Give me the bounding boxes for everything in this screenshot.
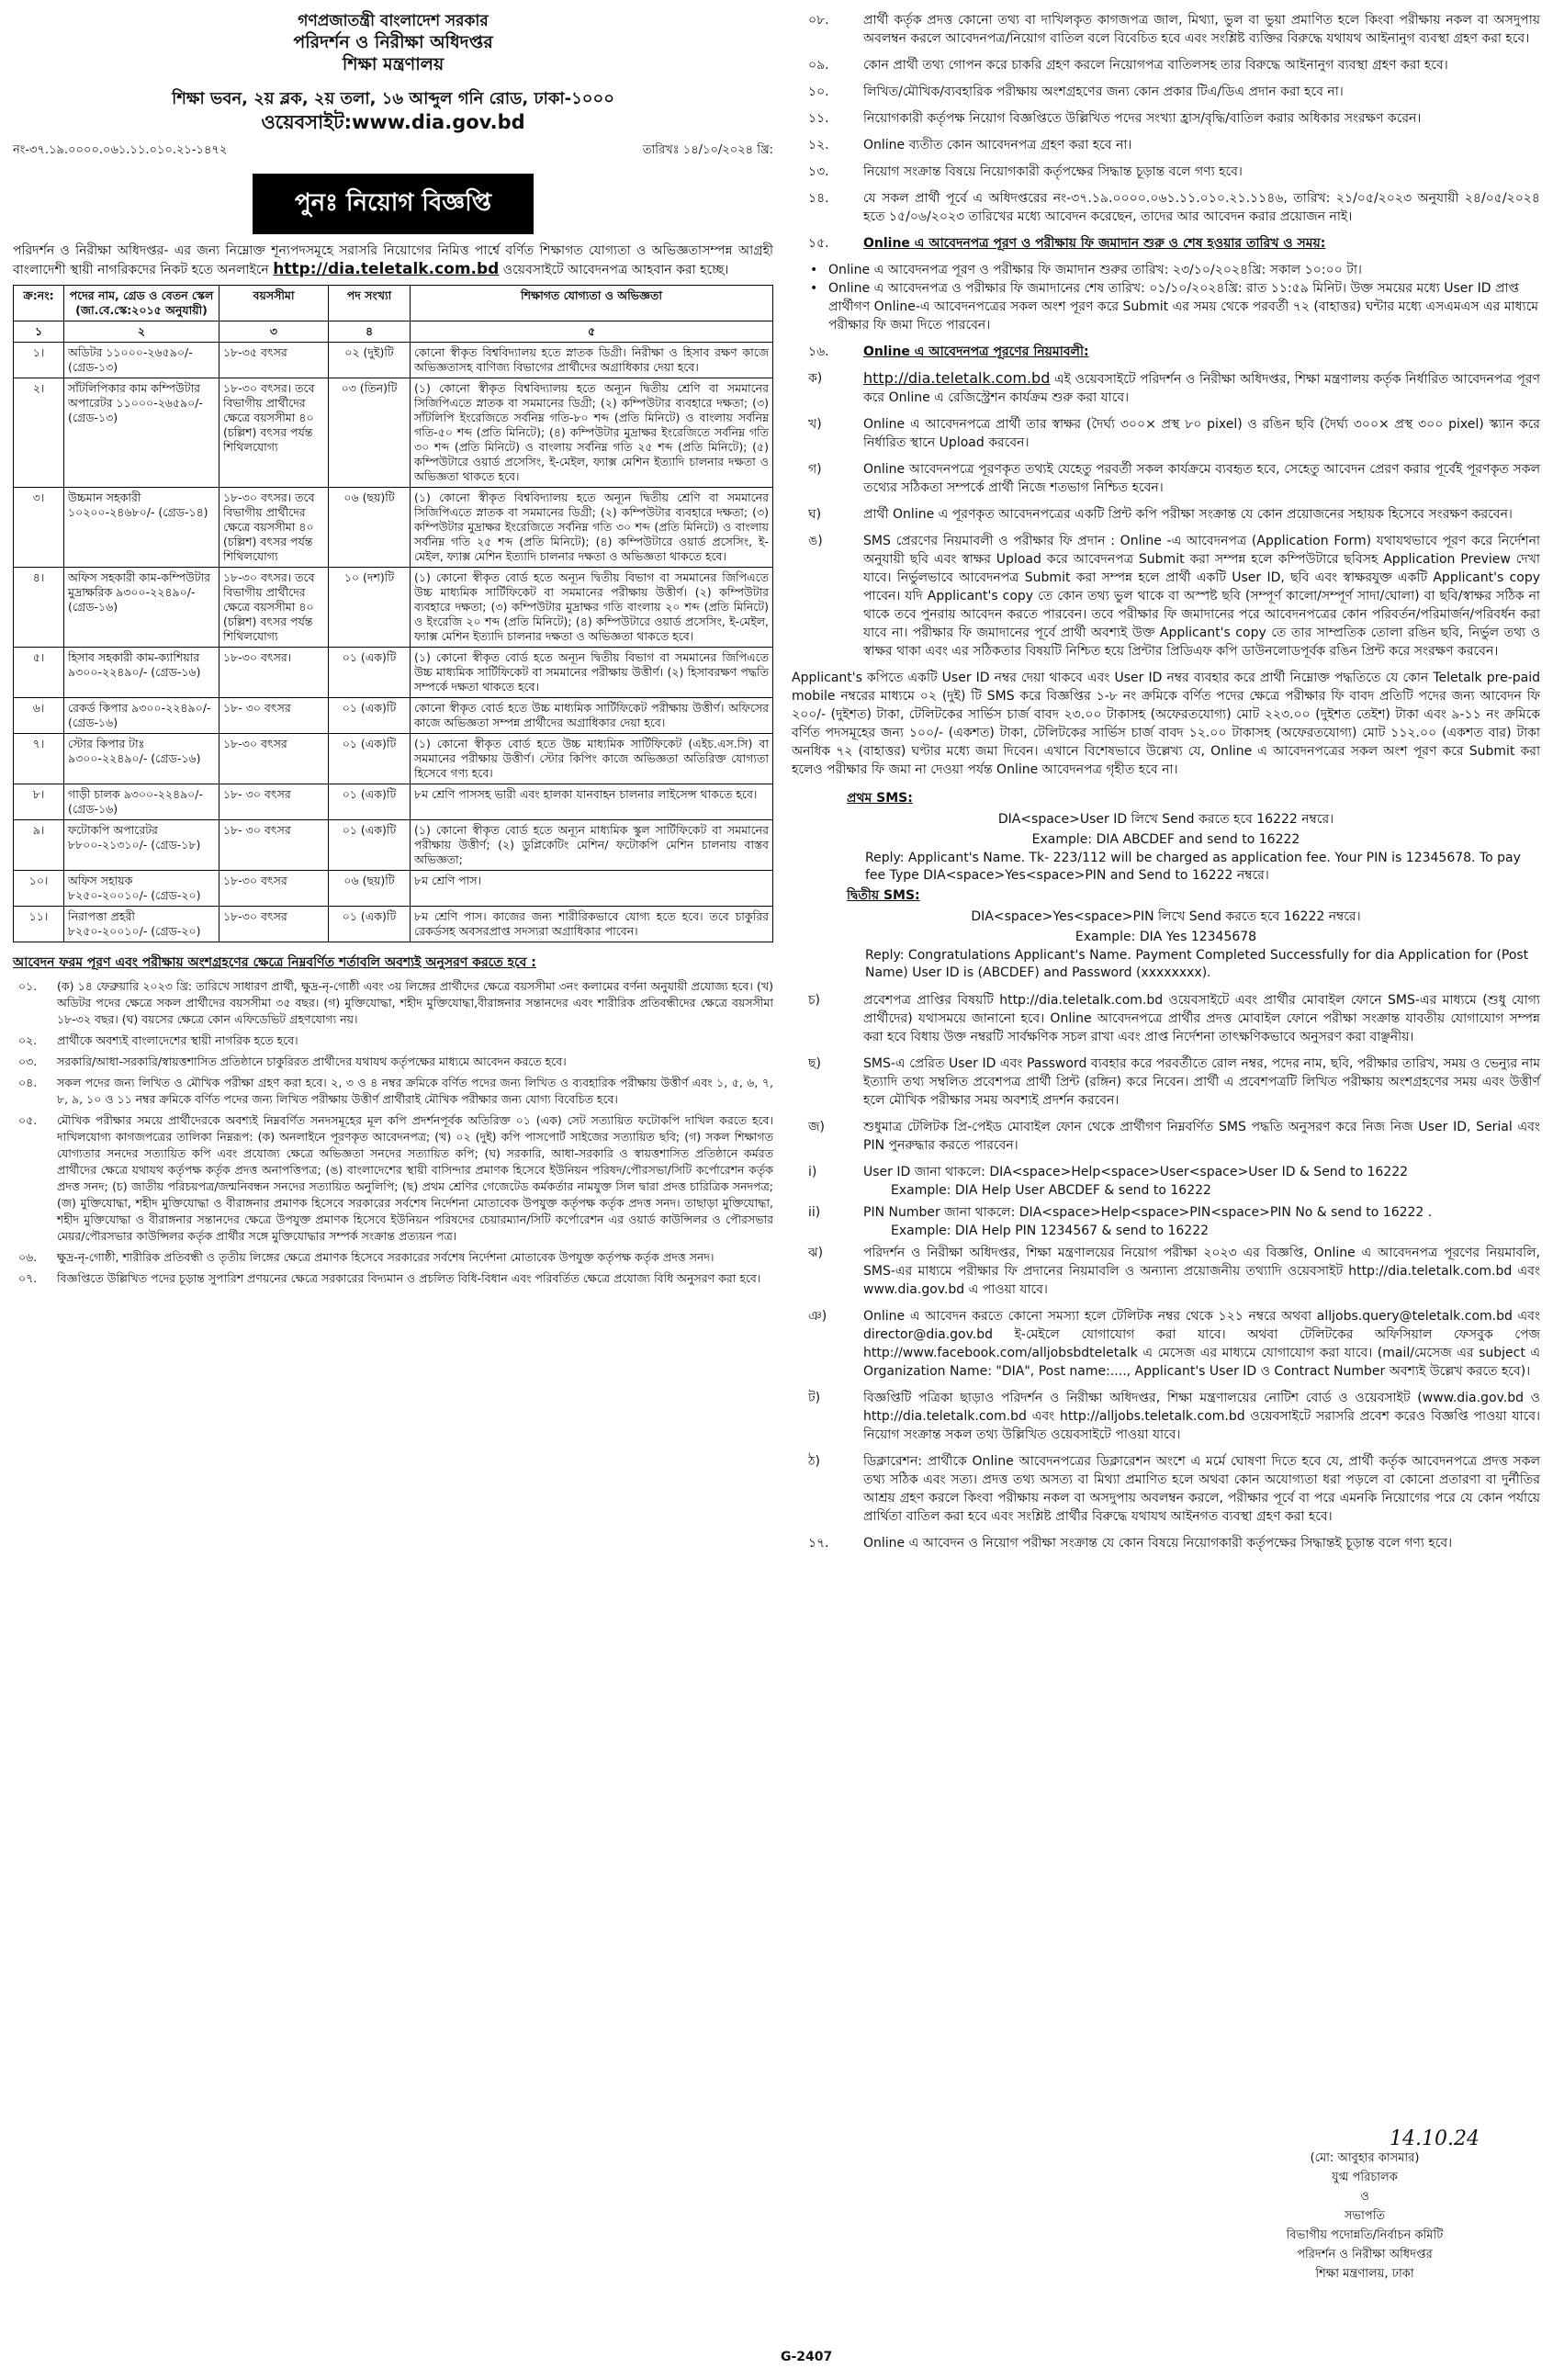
cell-serial: ৭। — [14, 734, 64, 784]
cell-count: ০৩ (তিন)টি — [329, 378, 411, 488]
designation: পরিদর্শন ও নিরীক্ষা অধিদপ্তর — [1297, 2248, 1433, 2262]
notice-title: পুনঃ নিয়োগ বিজ্ঞপ্তি — [253, 174, 534, 234]
cell-qualification: (১) কোনো স্বীকৃত বোর্ড হতে উচ্চ মাধ্যমিক সার্টিফিকেট (এইচ.এস.সি) বা সমমানের পরীক্ষায় উত্তীর্ণ। স্টোর কিপিং কাজে অভিজ্ঞতা অতিরিক্ত যোগ্যতা হিসেবে গণ্য হবে। — [411, 734, 773, 784]
cell-qualification: কোনো স্বীকৃত বোর্ড হতে উচ্চ মাধ্যমিক সার্টিফিকেট পরীক্ষায় উত্তীর্ণ। অফিসের কাজে অভিজ্ঞতা সম্পন্ন প্রার্থীদের অগ্রাধিকার দেয়া হবে। — [411, 698, 773, 734]
cell-count: ০১ (এক)টি — [329, 648, 411, 698]
condition-item — [792, 136, 1540, 154]
sub-item-letter: খ) — [808, 417, 822, 432]
sub-item-body — [863, 460, 1540, 497]
cell-post: উচ্চমান সহকারী ১০২০০-২৪৬৮০/- (গ্রেড-১৪) — [64, 488, 219, 568]
cell-count: ০২ (দুই)টি — [329, 343, 411, 378]
sub-item — [792, 1055, 1540, 1110]
conditions-list — [13, 978, 773, 1287]
bullet-item — [810, 261, 1540, 279]
cell-qualification: কোনো স্বীকৃত বিশ্ববিদ্যালয় হতে স্নাতক ডিগ্রী। নিরীক্ষা ও হিসাব রক্ষণ কাজে অভিজ্ঞতাসহ বাণিজ্য বিভাগের প্রার্থীদের অগ্রাধিকার দেয়া হবে। — [411, 343, 773, 378]
sub-item-text: এই ওয়েবসাইটে পরিদর্শন ও নিরীক্ষা অধিদপ্তর, শিক্ষা মন্ত্রণালয় কর্তৃক নির্ধারিত আবেদনপত্র পূরণ করে Online এ রেজিস্ট্রেশন কার্যক্রম শুরু করা যাবে। — [863, 372, 1540, 405]
sub-item-text: প্রার্থী Online এ পূরণকৃত আবেদনপত্রের একটি প্রিন্ট কপি পরীক্ষা সংক্রান্ত যে কোন প্রয়োজনের সহায়ক হিসেবে সংরক্ষণ করবেন। — [863, 507, 1513, 522]
sub-item — [792, 505, 1540, 524]
jobs-table — [13, 285, 773, 942]
condition-text: ক্ষুদ্র-নৃ-গোষ্ঠী, শারীরিক প্রতিবন্ধী ও তৃতীয় লিঙ্গের ক্ষেত্রে প্রমাণক হিসেবে সরকারের সর্বশেষ নির্দেশনা মোতাবেক উপযুক্ত কর্তৃপক্ষ কর্তৃক প্রদত্ত সনদ। — [57, 1250, 715, 1264]
recover-item — [792, 1203, 1540, 1240]
cell-post: হিসাব সহকারী কাম-ক্যাশিয়ার ৯৩০০-২২৪৯০/- (গ্রেড-১৬) — [64, 648, 219, 698]
cell-post: অফিস সহায়ক ৮২৫০-২০০১০/- (গ্রেড-২০) — [64, 871, 219, 907]
sub-item-text: বিজ্ঞপ্তিটি পত্রিকা ছাড়াও পরিদর্শন ও নিরীক্ষা অধিদপ্তর, শিক্ষা মন্ত্রণালয়ের নোটিশ বোর্ড ও ওয়েবসাইট (www.dia.gov.bd ও http://dia.teletalk.com.bd এবং http://alljobs.teletalk.com.bd ওয়েবসাইটে সরাসরি প্রবেশ করেও বিজ্ঞপ্তি পাওয়া যাবে। নিয়োগ সংক্রান্ত সকল তথ্য উল্লিখিত ওয়েবসাইটে পাওয়া যাবে। — [863, 1391, 1540, 1442]
cell-age: ১৮-৩৫ বৎসর — [219, 343, 329, 378]
item-number: ০৮. — [808, 13, 829, 28]
sms2-label: দ্বিতীয় SMS: — [847, 888, 920, 903]
letterhead — [13, 11, 773, 134]
handwritten-signature: 14.10.24 — [1390, 2127, 1480, 2150]
conditions-continued — [792, 11, 1540, 226]
sub-item-letter: ট) — [808, 1391, 821, 1405]
item-number: ১৭. — [808, 1536, 829, 1551]
cell-age: ১৮-৩০ বৎসর। তবে বিভাগীয় প্রার্থীদের ক্ষেত্রে বয়সসীমা ৪০ (চল্লিশ) বৎসর পর্যন্ত শিথিলযোগ্য — [219, 488, 329, 568]
condition-number: ০৫. — [18, 1113, 38, 1127]
sub-item-text: শুধুমাত্র টেলিটক প্রি-পেইড মোবাইল ফোন থেকে প্রার্থীগণ নিম্নবর্ণিত SMS পদ্ধতি অনুসরণ করে নিজ নিজ User ID, Serial এবং PIN পুনরুদ্ধার করতে পারবেন। — [863, 1120, 1540, 1153]
cell-post: রেকর্ড কিপার ৯৩০০-২২৪৯০/- (গ্রেড-১৬) — [64, 698, 219, 734]
th-post: পদের নাম, গ্রেড ও বেতন স্কেল (জা.বে.স্কে:২০১৫ অনুযায়ী) — [64, 286, 219, 321]
cell-post: স্টোর কিপার টাঃ ৯৩০০-২২৪৯০/- (গ্রেড-১৬) — [64, 734, 219, 784]
cell-age: ১৮- ৩০ বৎসর — [219, 698, 329, 734]
item-16-heading: Online এ আবেদনপত্র পূরণের নিয়মাবলী: — [863, 344, 1089, 359]
cell-qualification: (১) কোনো স্বীকৃত বোর্ড হতে অন্যূন মাধ্যমিক স্কুল সার্টিফিকেট বা সমমানের পরীক্ষায় উত্তীর্ণ; (২) ডুপ্লিকেটিং মেশিন/ ফটোকপি মেশিন চালনায় বাস্তব অভিজ্ঞতা; — [411, 820, 773, 871]
cell-post: গাড়ী চালক ৯৩০০-২২৪৯০/- (গ্রেড-১৬) — [64, 784, 219, 820]
item-16-subitems — [792, 369, 1540, 660]
govt-name: গণপ্রজাতন্ত্রী বাংলাদেশ সরকার — [298, 12, 489, 30]
intro-url[interactable]: http://dia.teletalk.com.bd — [273, 260, 500, 278]
sub-item — [792, 1118, 1540, 1155]
recover-item — [792, 1163, 1540, 1200]
table-row — [14, 820, 773, 871]
cell-serial: ৮। — [14, 784, 64, 820]
condition-item — [792, 163, 1540, 181]
recover-number: ii) — [808, 1205, 821, 1220]
condition-item — [792, 56, 1540, 74]
sub-item — [792, 415, 1540, 452]
memo-number: নং-৩৭.১৯.০০০০.০৬১.১১.০১০.২১-১৪৭২ — [13, 143, 228, 157]
condition-number: ০২. — [18, 1033, 38, 1047]
cell-age: ১৮-৩০ বৎসর। তবে বিভাগীয় প্রার্থীদের ক্ষেত্রে বয়সসীমা ৪০ (চল্লিশ) বৎসর পর্যন্ত শিথিলযোগ্য — [219, 568, 329, 648]
condition-text: বিজ্ঞপ্তিতে উল্লিখিত পদের চূড়ান্ত সুপারিশ প্রণয়নের ক্ষেত্রে সরকারের বিদ্যমান ও প্রচলিত বিধি-বিধান এবং পরিবর্তিত ক্ষেত্রে প্রযোজ্য বিধি অনুসরণ করা হবে। — [57, 1271, 761, 1285]
cell-serial: ৪। — [14, 568, 64, 648]
condition-item — [13, 1270, 773, 1287]
table-row — [14, 488, 773, 568]
sms1-example: Example: DIA ABCDEF and send to 16222 — [1031, 832, 1300, 847]
sub-item-body — [863, 415, 1540, 452]
cell-count: ০১ (এক)টি — [329, 907, 411, 942]
condition-number: ০৬. — [18, 1250, 38, 1264]
footer-code: G-2407 — [781, 2350, 833, 2364]
cell-count: ০১ (এক)টি — [329, 820, 411, 871]
condition-item — [792, 109, 1540, 128]
cell-serial: ৬। — [14, 698, 64, 734]
cell-age: ১৮-৩০ বৎসর। — [219, 648, 329, 698]
cell-qualification: (১) কোনো স্বীকৃত বিশ্ববিদ্যালয় হতে অন্যূন দ্বিতীয় শ্রেণি বা সমমানের সিজিপিএতে স্নাতক বা সমমানের ডিগ্রী; (২) কম্পিউটার ব্যবহারে দক্ষতা; (৩) কম্পিউটার মুদ্রাক্ষর ইংরেজিতে সর্বনিম্ন গতি ৩০ শব্দ (প্রতি মিনিটে) ও বাংলায় সর্বনিম্ন গতি ২৫ শব্দ (প্রতি মিনিটে); (৪) কম্পিউটারে ওয়ার্ড প্রসেসিং, ই-মেইল, ফ্যাক্স মেশিন ইত্যাদি চালনার দক্ষতা ও অভিজ্ঞতা থাকতে হবে। — [411, 488, 773, 568]
sub-item-text: SMS-এ প্রেরিত User ID এবং Password ব্যবহার করে পরবর্তীতে রোল নম্বর, পদের নাম, ছবি, পরীক্ষার তারিখ, সময় ও ভেন্যুর নাম ইত্যাদি তথ্য সম্বলিত প্রবেশপত্র প্রার্থী প্রিন্ট (রঙ্গিন) করে নিবেন। প্রার্থী এ প্রবেশপত্রটি লিখিত পরীক্ষায় অংশগ্রহণের সময় এবং উত্তীর্ণ হলে মৌখিক পরীক্ষার সময় অবশ্যই প্রদর্শন করবেন। — [863, 1056, 1540, 1108]
website: ওয়েবসাইট:www.dia.gov.bd — [261, 111, 525, 133]
sub-item-letter: জ) — [808, 1120, 825, 1134]
cell-serial: ১০। — [14, 871, 64, 907]
condition-item — [792, 11, 1540, 48]
condition-item — [13, 1249, 773, 1266]
item-text: লিখিত/মৌখিক/ব্যবহারিক পরীক্ষায় অংশগ্রহণের জন্য কোন প্রকার টিএ/ডিএ প্রদান করা হবে না। — [863, 85, 1344, 99]
sub-item-body — [863, 369, 1540, 407]
designation: বিভাগীয় পদোন্নতি/নির্বাচন কমিটি — [1286, 2228, 1444, 2242]
item-number: ১৫. — [808, 236, 829, 251]
cell-qualification: (১) কোনো স্বীকৃত বিশ্ববিদ্যালয় হতে অন্যূন দ্বিতীয় শ্রেণি বা সমমানের সিজিপিএতে স্নাতক বা সমমানের ডিগ্রী; (২) কম্পিউটার ব্যবহারে দক্ষতা; (৩) সাঁটলিপি ইংরেজিতে সর্বনিম্ন গতি-৮০ শব্দ (প্রতি মিনিটে) ও বাংলায় সর্বনিম্ন গতি-৫০ শব্দ (প্রতি মিনিটে); (৪) কম্পিউটার মুদ্রাক্ষর ইংরেজিতে সর্বনিম্ন গতি ৩০ শব্দ (প্রতি মিনিটে) ও বাংলায় সর্বনিম্ন গতি ২৫ শব্দ (প্রতি মিনিটে); (৫) কম্পিউটারে ওয়ার্ড প্রসেসিং, ই-মেইল, ফ্যাক্স মেশিন ইত্যাদি চালনার দক্ষতা ও অভিজ্ঞতা থাকতে হবে। — [411, 378, 773, 488]
cell-serial: ৯। — [14, 820, 64, 871]
cell-count: ০১ (এক)টি — [329, 734, 411, 784]
bullet-text: Online এ আবেদনপত্র ও পরীক্ষার ফি জমাদানের শেষ তারিখ: ০১/১০/২০২৪খ্রি: রাত ১১:৫৯ মিনিট। উক্ত সময়ের মধ্যে User ID প্রাপ্ত প্রার্থীগণ Online-এ আবেদনপত্রের সকল অংশ পূরণ করে Submit এর সময় থেকে পরবর্তী ৭২ (বাহাত্তর) ঘন্টার মধ্যে এসএমএস এর মাধ্যমে পরীক্ষার ফি জমা দিতে পারবেন। — [828, 281, 1538, 333]
sub-item — [792, 1389, 1540, 1444]
cell-age: ১৮-৩০ বৎসর — [219, 907, 329, 942]
sub-item — [792, 369, 1540, 407]
item-text: Online ব্যতীত কোন আবেদনপত্র গ্রহণ করা হবে না। — [863, 138, 1132, 152]
sub-item-text: SMS প্রেরণের নিয়মাবলী ও পরীক্ষার ফি প্রদান : Online -এ আবেদনপত্র (Application Form) যথাযথভাবে পূরণ করে নির্দেশনা অনুযায়ী ছবি এবং স্বাক্ষর Upload করে আবেদনপত্র Submit করা সম্পন্ন হলে কম্পিউটারে ছবিসহ Application Preview দেখা যাবে। নির্ভুলভাবে আবেদনপত্র Submit করা সম্পন্ন হলে প্রার্থী একটি User ID, ছবি এবং স্বাক্ষরযুক্ত একটি Applicant's copy পাবেন। যদি Applicant's copy তে কোন তথ্য ভুল থাকে বা অস্পষ্ট ছবি (সম্পূর্ণ কালো/সম্পূর্ণ সাদা/ঘোলা) বা ছবি/স্বাক্ষর সঠিক না থাকে তবে পুনরায় আবেদন করতে পারবেন। তবে পরীক্ষার ফি জমাদানের পরে আবেদনপত্রের কোন পরিবর্তন/পরিমার্জন/পরিবর্ধন করা যাবে না। পরীক্ষার ফি জমাদানের পূর্বে প্রার্থী অবশ্যই উক্ত Applicant's copy তে তার সাম্প্রতিক তোলা রঙিন ছবি, নির্ভুল তথ্য ও স্বাক্ষর থাকা এবং এর সঠিকতার বিষয়টি নিশ্চিত হয়ে প্রিন্টার প্রিডিএফ কপি ডাউনলোডপূর্বক রঙিন প্রিন্ট করে সংরক্ষণ করবেন। — [863, 534, 1540, 659]
sub-item-letter: ঙ) — [808, 534, 823, 548]
cell-serial: ১। — [14, 343, 64, 378]
bullet-item — [810, 279, 1540, 334]
cell-post: অফিস সহকারী কাম-কম্পিউটার মুদ্রাক্ষরিক ৯৩০০-২২৪৯০/- (গ্রেড-১৬) — [64, 568, 219, 648]
recover-text: User ID জানা থাকলে: DIA<space>Help<space>User<space>User ID & Send to 16222 — [863, 1165, 1409, 1179]
item-15 — [792, 234, 1540, 253]
item-number: ১৬. — [808, 344, 829, 359]
cell-age: ১৮-৩০ বৎসর — [219, 734, 329, 784]
item-15-heading: Online এ আবেদনপত্র পূরণ ও পরীক্ষায় ফি জমাদান শুরু ও শেষ হওয়ার তারিখ ও সময়: — [863, 236, 1326, 251]
colnum: ২ — [64, 321, 219, 343]
table-colnum-row — [14, 321, 773, 343]
cell-age: ১৮-৩০ বৎসর। তবে বিভাগীয় প্রার্থীদের ক্ষেত্রে বয়সসীমা ৪০ (চল্লিশ) বৎসর পর্যন্ত শিথিলযোগ্য — [219, 378, 329, 488]
cell-serial: ৫। — [14, 648, 64, 698]
cell-qualification: ৮ম শ্রেণি পাসসহ ভারী এবং হালকা যানবাহন চালনার লাইসেন্স থাকতে হবে। — [411, 784, 773, 820]
sms2-example: Example: DIA Yes 12345678 — [1075, 930, 1257, 944]
sub-item-letter: ঝ) — [808, 1246, 824, 1260]
condition-text: মৌখিক পরীক্ষার সময়ে প্রার্থীদেরকে অবশ্যই নিম্নবর্ণিত সনদসমূহের মূল কপি প্রদর্শনপূর্বক অতিরিক্ত ০১ (এক) সেট সত্যায়িত ফটোকপি দাখিল করতে হবে। দাখিলযোগ্য কাগজপত্রের তালিকা নিম্নরূপ: (ক) অনলাইনে পূরণকৃত আবেদনপত্র; (খ) ০২ (দুই) কপি পাসপোর্ট সাইজের সত্যায়িত ছবি; (গ) সকল শিক্ষাগত যোগ্যতার সনদের সত্যায়িত কপি এবং প্রযোজ্য ক্ষেত্রে অভিজ্ঞতা সনদের সত্যায়িত কপি; (ঘ) সরকারি, আধা-সরকারি ও স্বায়ত্তশাসিত প্রতিষ্ঠানে কর্মরত প্রার্থীদের ক্ষেত্রে যথাযথ কর্তৃপক্ষ কর্তৃক প্রদত্ত অনাপত্তিপত্র; (ঙ) বাংলাদেশের স্থায়ী বাসিন্দার প্রমাণক হিসেবে ইউনিয়ন পরিষদ/পৌরসভা/সিটি কর্পোরেশন কর্তৃক প্রদত্ত সনদ; (চ) জাতীয় পরিচয়পত্র/জন্মনিবন্ধন সনদের সত্যায়িত অনুলিপি; (ছ) প্রথম শ্রেণির গেজেটেড কর্মকর্তার নামযুক্ত সিল দ্বারা প্রদত্ত চারিত্রিক সনদপত্র; (জ) মুক্তিযোদ্ধা, শহীদ মুক্তিযোদ্ধা ও বীরাঙ্গনার প্রমাণক হিসেবে সরকারের সর্বশেষ নির্দেশনা মোতাবেক উপযুক্ত কর্তৃপক্ষ কর্তৃক প্রদত্ত সনদ। তাছাড়া মুক্তিযোদ্ধা, শহীদ মুক্তিযোদ্ধা ও বীরাঙ্গনার সন্তানদের ক্ষেত্রে উপযুক্ত প্রমাণক হিসেবে ইউনিয়ন পরিষদের চেয়ারম্যান/সিটি কর্পোরেশন এর ওয়ার্ড কাউন্সিলর ও পৌরসভার মেয়র/পৌরসভার কাউন্সিলর কর্তৃক প্রার্থীর সঙ্গে মুক্তিযোদ্ধার সম্পর্ক সংক্রান্ত প্রত্যয়ন পত্র। — [57, 1113, 773, 1243]
table-header-row — [14, 286, 773, 321]
sub-item-letter: ঠ) — [808, 1454, 820, 1469]
cell-count: ০১ (এক)টি — [329, 784, 411, 820]
item-text: নিয়োগকারী কর্তৃপক্ষ নিয়োগ বিজ্ঞপ্তিতে উল্লিখিত পদের সংখ্যা হ্রাস/বৃদ্ধি/বাতিল করার অধিকার সংরক্ষণ করেন। — [863, 111, 1422, 126]
applicant-text: Applicant's কপিতে একটি User ID নম্বর দেয়া থাকবে এবং User ID নম্বর ব্যবহার করে প্রার্থী নিম্নোক্ত পদ্ধতিতে যে কোন Teletalk pre-paid mobile নম্বরের মাধ্যমে ০২ (দুই) টি SMS করে বিজ্ঞপ্তির ১-৮ নং ক্রমিকে বর্ণিত পদের ক্ষেত্রে পরীক্ষার ফি বাবদ প্রতিটি পদের জন্য আবেদন ফি ২০০/- (দুইশত) টাকা, টেলিটকের সার্ভিস চার্জ বাবদ ২৩.০০ টাকাসহ (অফেরতযোগ্য) মোট ২২৩.০০ (দুইশত তেইশ) টাকা এবং ৯-১১ নং ক্রমিকে বর্ণিত পদসমূহের জন্য ১০০/- (একশত) টাকা, টেলিটকের সার্ভিস চার্জ বাবদ ১২.০০ টাকাসহ (অফেরতযোগ্য) মোট ১১২.০০ (একশত বার) টাকা অনধিক ৭২ (বাহাত্তর) ঘণ্টার মধ্যে জমা দিবেন। এখানে বিশেষভাবে উল্লেখ্য যে, Online এ আবেদনপত্রের সকল অংশ পূরণ করে Submit করা হলেও পরীক্ষার ফি জমা না দেওয়া পর্যন্ত Online আবেদনপত্র গৃহীত হবে না। — [792, 671, 1540, 777]
table-row — [14, 698, 773, 734]
memo-row — [13, 141, 773, 161]
sub-item-letter: ছ) — [808, 1056, 821, 1071]
address: শিক্ষা ভবন, ২য় ব্লক, ২য় তলা, ১৬ আব্দুল গনি রোড, ঢাকা-১০০০ — [172, 89, 614, 108]
table-row — [14, 784, 773, 820]
bullet-icon: • — [810, 281, 818, 296]
sub-item — [792, 460, 1540, 497]
condition-number: ০৩. — [18, 1055, 38, 1068]
recover-body — [863, 1163, 1540, 1200]
condition-number: ০৪. — [18, 1076, 38, 1089]
bullet-icon: • — [810, 263, 818, 277]
item-16-subitems-c — [792, 1244, 1540, 1526]
intro-text: পরিদর্শন ও নিরীক্ষা অধিদপ্তর- এর জন্য নিম্নোক্ত শূন্যপদসমূহে সরাসরি নিয়োগের নিমিত্ত পার্শ্বে বর্ণিত শিক্ষাগত যোগ্যতা ও অভিজ্ঞতাসম্পন্ন আগ্রহী বাংলাদেশী স্থায়ী নাগরিকদের নিকট হতে অনলাইনে — [13, 243, 773, 277]
ministry-name: শিক্ষা মন্ত্রণালয় — [342, 54, 445, 74]
item-number: ১০. — [808, 85, 829, 99]
sub-item-body — [863, 505, 1540, 524]
cell-post: ফটোকপি অপারেটর ৮৮০০-২১৩১০/- (গ্রেড-১৮) — [64, 820, 219, 871]
condition-text: (ক) ১৪ ফেব্রুয়ারি ২০২৩ খ্রি: তারিখে সাধারণ প্রার্থী, ক্ষুদ্র-নৃ-গোষ্ঠী এবং ৩য় লিঙ্গের প্রার্থীদের ক্ষেত্রে বয়সসীমা ৩নং কলামের বর্ণনা অনুযায়ী প্রযোজ্য হবে। (খ) অডিটর পদের ক্ষেত্রে সকল প্রার্থীদের বয়সসীমা ৩৫ বছর। (গ) মুক্তিযোদ্ধা, শহীদ মুক্তিযোদ্ধা,বীরাঙ্গনার সন্তানদের এবং শারীরিক প্রতিবন্ধীদের ক্ষেত্রে বয়সসীমা ১৮-৩২ বছর। (ঘ) বয়সের ক্ষেত্রে কোন এফিডেভিট গ্রহণযোগ্য নয়। — [57, 979, 773, 1026]
conditions-heading: আবেদন ফরম পূরণ এবং পরীক্ষায় অংশগ্রহণের ক্ষেত্রে নিম্নবর্ণিত শর্তাবলি অবশ্যই অনুসরণ করতে হবে : — [13, 955, 536, 970]
cell-serial: ২। — [14, 378, 64, 488]
signatory-name: (মো: আবুহার কাসমার) — [1310, 2151, 1420, 2165]
cell-count: ০৬ (ছয়)টি — [329, 488, 411, 568]
item-text: প্রার্থী কর্তৃক প্রদত্ত কোনো তথ্য বা দাখিলকৃত কাগজপত্র জাল, মিথ্যা, ভুল বা ভুয়া প্রমাণিত হলে কিংবা পরীক্ষায় নকল বা অসদুপায় অবলম্বন করলে আবেদনপত্র/নিয়োগ বাতিল বলে বিবেচিত হবে এবং সংশ্লিষ্ট ব্যক্তির বিরুদ্ধে যথাযথ আইনানুগ ব্যবস্থা গ্রহণ করা হবে। — [863, 13, 1540, 46]
table-row — [14, 871, 773, 907]
sub-item-text: প্রবেশপত্র প্রাপ্তির বিষয়টি http://dia.teletalk.com.bd ওয়েবসাইটে এবং প্রার্থীর মোবাইল ফোনে SMS-এর মাধ্যমে (শুধু যোগ্য প্রার্থীদের) যথাসময়ে জানানো হবে। Online আবেদনপত্রে প্রার্থীর প্রদত্ত মোবাইল ফোনে পরীক্ষা সংক্রান্ত যাবতীয় যোগাযোগ সম্পন্ন করা হবে বিধায় উক্ত নম্বরটি সার্বক্ষণিক সচল রাখা এবং প্রাপ্ত নির্দেশনা তাৎক্ষণিকভাবে অনুসরণ করা বাঞ্ছনীয়। — [863, 993, 1540, 1044]
table-row — [14, 648, 773, 698]
sub-item — [792, 1307, 1540, 1381]
intro-text-2: ওয়েবসাইটে আবেদনপত্র আহবান করা হচ্ছে। — [502, 263, 729, 277]
cell-post: সাঁটলিপিকার কাম কম্পিউটার অপারেটর ১১০০০-২৬৫৯০/- (গ্রেড-১৩) — [64, 378, 219, 488]
sub-item-body — [863, 532, 1540, 660]
designation: সভাপতি — [1344, 2209, 1386, 2223]
recover-example: Example: DIA Help User ABCDEF & send to 16222 — [891, 1183, 1211, 1198]
designation: ও — [1360, 2190, 1369, 2204]
table-row — [14, 734, 773, 784]
sms-instructions — [792, 787, 1540, 982]
colnum: ৫ — [411, 321, 773, 343]
sub-item-text: Online আবেদনপত্রে পূরণকৃত তথ্যই যেহেতু পরবর্তী সকল কার্যক্রমে ব্যবহৃত হবে, সেহেতু আবেদন প্রেরণ করার পূর্বেই পূরণকৃত সকল তথ্যের সঠিকতা সম্পর্কে প্রার্থী নিজে শতভাগ নিশ্চিত হবেন। — [863, 462, 1540, 495]
designation: যুগ্ম পরিচালক — [1332, 2171, 1398, 2184]
table-row — [14, 568, 773, 648]
cell-count: ০৬ (ছয়)টি — [329, 871, 411, 907]
item-number: ০৯. — [808, 58, 829, 73]
sub-item-letter: ক) — [808, 371, 823, 386]
applicant-paragraph — [792, 669, 1540, 779]
sub-item-text: ডিক্লারেশন: প্রার্থীকে Online আবেদনপত্রের ডিক্লারেশন অংশে এ মর্মে ঘোষণা দিতে হবে যে, প্রার্থী কর্তৃক আবেদনপত্রে প্রদত্ত সকল তথ্য সঠিক এবং সত্য। প্রদত্ত তথ্য অসত্য বা মিথ্যা প্রমাণিত হলে অথবা কোন অযোগ্যতা ধরা পড়লে বা কোনো প্রতারণা বা দুর্নীতির আশ্রয় গ্রহণ করলে কিংবা পরীক্ষায় নকল বা অসদুপায় অবলম্বন করলে, পরীক্ষার পূর্বে বা পরে এমনকি নিয়োগের পরে যে কোন পর্যায়ে প্রার্থিতা বাতিল করা হবে এবং সংশ্লিষ্ট প্রার্থীর বিরুদ্ধে যথাযথ আইনগত ব্যবস্থা গ্রহণ করা হবে। — [863, 1454, 1540, 1524]
cell-serial: ৩। — [14, 488, 64, 568]
item-number: ১১. — [808, 111, 829, 126]
sub-item-text: পরিদর্শন ও নিরীক্ষা অধিদপ্তর, শিক্ষা মন্ত্রণালয়ের নিয়োগ পরীক্ষা ২০২৩ এর বিজ্ঞপ্তি, Online এ আবেদনপত্র পূরণের নিয়মাবলি, SMS-এর মাধ্যমে পরীক্ষার ফি প্রদানের নিয়মাবলি ও অন্যান্য প্রয়োজনীয় তথ্যাদি ওয়েবসাইট http://dia.teletalk.com.bd এবং www.dia.gov.bd এ পাওয়া যাবে। — [863, 1246, 1540, 1297]
recover-text: PIN Number জানা থাকলে: DIA<space>Help<space>PIN<space>PIN No & send to 16222 . — [863, 1205, 1433, 1220]
item-text: কোন প্রার্থী তথ্য গোপন করে চাকরি গ্রহণ করলে নিয়োগপত্র বাতিলসহ তার বিরুদ্ধে আইনানুগ ব্যবস্থা গ্রহণ করা হবে। — [863, 58, 1448, 73]
designation: শিক্ষা মন্ত্রণালয়, ঢাকা — [1315, 2267, 1414, 2281]
condition-item — [13, 1054, 773, 1070]
cell-age: ১৮- ৩০ বৎসর — [219, 820, 329, 871]
item-16-subitems-b — [792, 991, 1540, 1155]
left-column — [13, 11, 773, 1287]
cell-serial: ১১। — [14, 907, 64, 942]
sub-item-letter: গ) — [808, 462, 822, 477]
cell-qualification: (১) কোনো স্বীকৃত বোর্ড হতে অন্যূন দ্বিতীয় বিভাগ বা সমমানের জিপিএতে উচ্চ মাধ্যমিক সার্টিফিকেট বা সমমানের পরীক্ষায় উত্তীর্ণ। (২) কম্পিউটার ব্যবহারে দক্ষতা; (৩) কম্পিউটার মুদ্রাক্ষর গতি বাংলায় ২০ শব্দ (প্রতি মিনিটে) ও ইংরেজি ২০ শব্দ (প্রতি মিনিটে); (৪) কম্পিউটারে ওয়ার্ড প্রসেসিং, ই-মেইল, ফ্যাক্স মেশিন ইত্যাদি চালনার দক্ষতা ও অভিজ্ঞতা থাকতে হবে। — [411, 568, 773, 648]
cell-post: নিরাপত্তা প্রহরী ৮২৫০-২০০১০/- (গ্রেড-২০) — [64, 907, 219, 942]
condition-text: সকল পদের জন্য লিখিত ও মৌখিক পরীক্ষা গ্রহণ করা হবে। ২, ৩ ও ৪ নম্বর ক্রমিকে বর্ণিত পদের জন্য লিখিত ও ব্যবহারিক পরীক্ষায় উত্তীর্ণ এবং ১, ৫, ৬, ৭, ৮, ৯, ১০ ও ১১ নম্বর ক্রমিকে বর্ণিত পদের জন্য লিখিত পরীক্ষায় উত্তীর্ণ প্রার্থীরাই মৌখিক পরীক্ষার জন্য যোগ্য বিবেচিত হবে। — [57, 1076, 773, 1106]
cell-post: অডিটর ১১০০০-২৬৫৯০/- (গ্রেড-১৩) — [64, 343, 219, 378]
table-row — [14, 343, 773, 378]
recover-instructions — [792, 1163, 1540, 1240]
memo-date: তারিখঃ ১৪/১০/২০২৪ খ্রি: — [642, 143, 773, 157]
colnum: ৩ — [219, 321, 329, 343]
department-name: পরিদর্শন ও নিরীক্ষা অধিদপ্তর — [293, 32, 493, 52]
th-serial: ক্র:নং: — [14, 286, 64, 321]
sms2-reply: Reply: Congratulations Applicant's Name. Payment Completed Successfully for dia Application for (Post Name) User ID is (ABCDEF) and Password (xxxxxxxx). — [865, 948, 1529, 980]
condition-item — [792, 189, 1540, 226]
condition-number: ০১. — [18, 979, 38, 993]
recover-body — [863, 1203, 1540, 1240]
item-17 — [792, 1534, 1540, 1552]
sub-item — [792, 991, 1540, 1046]
condition-item — [13, 1075, 773, 1108]
cell-qualification: ৮ম শ্রেণি পাস। — [411, 871, 773, 907]
table-row — [14, 907, 773, 942]
th-count: পদ সংখ্যা — [329, 286, 411, 321]
sub-item-letter: ঞ) — [808, 1309, 827, 1324]
sub-item-text: Online এ আবেদনপত্রে প্রার্থী তার স্বাক্ষর (দৈর্ঘ্য ৩০০× প্রস্থ ৮০ pixel) ও রঙিন ছবি (দৈর্ঘ্য ৩০০× প্রস্থ ৩০০ pixel) স্ক্যান করে নির্ধারিত স্থানে Upload করবেন। — [863, 417, 1540, 450]
item-17-text: Online এ আবেদন ও নিয়োগ পরীক্ষা সংক্রান্ত যে কোন বিষয়ে নিয়োগকারী কর্তৃপক্ষের সিদ্ধান্তই চূড়ান্ত বলে গণ্য হবে। — [863, 1536, 1453, 1551]
condition-item — [792, 83, 1540, 101]
sms1-line: DIA<space>User ID লিখে Send করতে হবে 16222 নম্বরে। — [997, 812, 1334, 827]
cell-age: ১৮-৩০ বৎসর — [219, 871, 329, 907]
sub-item-url[interactable]: http://dia.teletalk.com.bd — [863, 369, 1051, 387]
sub-item — [792, 532, 1540, 660]
condition-text: প্রার্থীকে অবশ্যই বাংলাদেশের স্থায়ী নাগরিক হতে হবে। — [57, 1033, 298, 1047]
colnum: ৪ — [329, 321, 411, 343]
cell-age: ১৮- ৩০ বৎসর — [219, 784, 329, 820]
cell-qualification: ৮ম শ্রেণি পাস। কাজের জন্য শারীরিকভাবে যোগ্য হতে হবে। তবে চাকুরির রেকর্ডসহ অবসরপ্রাপ্ত সদস্যরা অগ্রাধিকার পাবেন। — [411, 907, 773, 942]
sms1-label: প্রথম SMS: — [847, 791, 913, 806]
item-number: ১৪. — [808, 191, 829, 206]
th-age: বয়সসীমা — [219, 286, 329, 321]
item-number: ১৩. — [808, 164, 829, 179]
item-16 — [792, 343, 1540, 361]
sms2-line: DIA<space>Yes<space>PIN লিখে Send করতে হবে 16222 নম্বরে। — [971, 909, 1361, 924]
cell-count: ১০ (দশ)টি — [329, 568, 411, 648]
sub-item-text: Online এ আবেদন করতে কোনো সমস্যা হলে টেলিটক নম্বর থেকে ১২১ নম্বরে অথবা alljobs.query@teletalk.com.bd এবং director@dia.gov.bd ই-মেইলে যোগাযোগ করা যাবে। অথবা টেলিটকের অফিসিয়াল ফেসবুক পেজ http://www.facebook.com/alljobsbdteletalk এ মেসেজ এর মাধ্যমে যোগাযোগ করা যাবে। (mail/মেসেজ এর subject এ Organization Name: "DIA", Post name:...., Applicant's User ID ও Contract Number অবশ্যই উল্লেখ করতে হবে)। — [863, 1309, 1540, 1379]
cell-qualification: (১) কোনো স্বীকৃত বোর্ড হতে অন্যূন দ্বিতীয় বিভাগ বা সমমানের জিপিএতে উচ্চ মাধ্যমিক সার্টিফিকেট বা সমমানের পরীক্ষায় উত্তীর্ণ। (২) হিসাবরক্ষণ পদ্ধতি সম্পর্কে দক্ষতা থাকতে হবে। — [411, 648, 773, 698]
recover-example: Example: DIA Help PIN 1234567 & send to 16222 — [891, 1224, 1210, 1238]
item-text: নিয়োগ সংক্রান্ত বিষয়ে নিয়োগকারী কর্তৃপক্ষের সিদ্ধান্ত চূড়ান্ত বলে গণ্য হবে। — [863, 164, 1243, 179]
condition-text: সরকারি/আধা-সরকারি/স্বায়ত্তশাসিত প্রতিষ্ঠানে চাকুরিরত প্রার্থীদের যথাযথ কর্তৃপক্ষের মাধ্যমে আবেদন করতে হবে। — [57, 1055, 567, 1068]
item-number: ১২. — [808, 138, 829, 152]
recover-number: i) — [808, 1165, 817, 1179]
signature-block — [1213, 2129, 1516, 2284]
sms1-reply: Reply: Applicant's Name. Tk- 223/112 will be charged as application fee. Your PIN is 12345678. To pay fee Type DIA<space>Yes<space>PIN and Send to 16222 নম্বরে। — [865, 851, 1521, 883]
colnum: ১ — [14, 321, 64, 343]
condition-item — [13, 1112, 773, 1245]
sub-item — [792, 1452, 1540, 1526]
jobs-table-body — [14, 343, 773, 942]
item-text: যে সকল প্রার্থী পূর্বে এ অধিদপ্তরের নং-৩৭.১৯.০০০০.০৬১.১১.০১০.২১.১১৪৬, তারিখ: ২১/০৫/২০২৩ অনুযায়ী ২৪/০৫/২০২৪ হতে ১৫/০৬/২০২৩ তারিখের মধ্যে আবেদন করেছেন, তাদের আর আবেদন করার প্রয়োজন নাই। — [863, 191, 1540, 224]
sub-item-letter: চ) — [808, 993, 821, 1008]
condition-number: ০৭. — [18, 1271, 38, 1285]
cell-count: ০১ (এক)টি — [329, 698, 411, 734]
table-row — [14, 378, 773, 488]
condition-item — [13, 1032, 773, 1049]
condition-item — [13, 978, 773, 1028]
sub-item-letter: ঘ) — [808, 507, 822, 522]
intro-paragraph — [13, 242, 773, 279]
bullet-text: Online এ আবেদনপত্র পূরণ ও পরীক্ষার ফি জমাদান শুরুর তারিখ: ২৩/১০/২০২৪খ্রি: সকাল ১০:০০ টা। — [828, 263, 1362, 277]
right-column — [792, 11, 1540, 1561]
th-qualification: শিক্ষাগত যোগ্যতা ও অভিজ্ঞতা — [411, 286, 773, 321]
sub-item — [792, 1244, 1540, 1299]
